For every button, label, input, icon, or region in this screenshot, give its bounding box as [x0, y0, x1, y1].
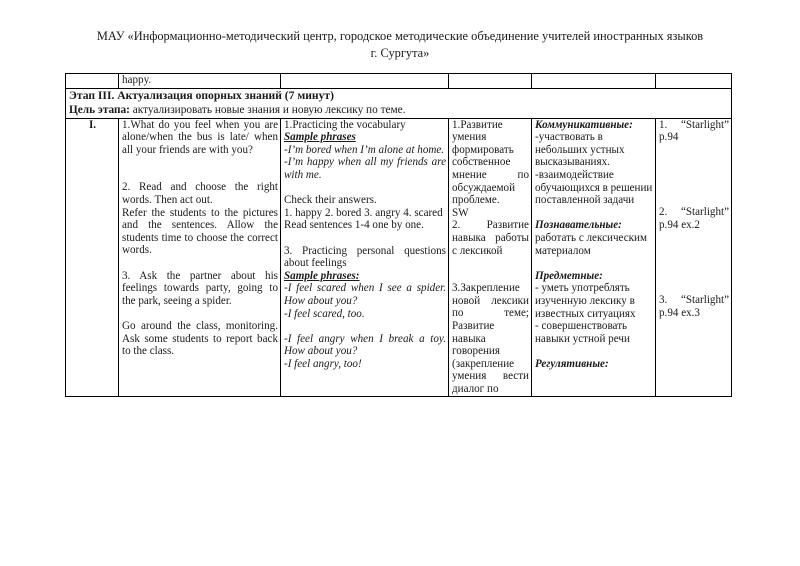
cell-continuation-col6 [656, 74, 732, 89]
student-block-1-phrase-2: -I’m happy when all my friends are with me. [284, 156, 446, 181]
uud-group-3-item-2: - совершенствовать навыки устной речи [535, 320, 630, 345]
spacer [659, 232, 729, 257]
cell-learning-aims [449, 118, 532, 397]
uud-group-2-item-1: работать с лексическим материалом [535, 231, 647, 257]
cell-teacher-activity [119, 118, 281, 397]
spacer [659, 169, 729, 194]
spacer [122, 156, 278, 181]
uud-group-3-label: Предметные: [535, 269, 603, 282]
document-title-line2: г. Сургута» [370, 46, 430, 60]
spacer [284, 320, 446, 333]
document-title [65, 28, 735, 62]
student-block-3-phrase-1: -I feel scared when I see a spider. How about you? [284, 282, 446, 307]
table-row-stage-header [66, 88, 732, 118]
spacer [284, 182, 446, 195]
resource-item-1 [659, 119, 729, 144]
resource-item-3-number: 3. [659, 294, 668, 307]
student-block-3-phrase-3: -I feel angry when I break a toy. How about you? [284, 332, 446, 358]
cell-student-activity [281, 118, 449, 397]
student-block-2-line-3: Read sentences 1-4 one by one. [284, 219, 424, 232]
aims-block-1-tail: SW [452, 206, 469, 219]
aims-block-2: 2. Развитие навыка работы с лексикой [452, 219, 529, 257]
spacer [535, 257, 653, 270]
stage-header-cell [66, 88, 732, 118]
student-block-1-phrase-1: -I’m bored when I’m alone at home. [284, 143, 445, 156]
spacer [535, 207, 653, 220]
uud-group-4-label: Регулятивные: [535, 357, 609, 370]
stage-goal [69, 103, 729, 117]
stage-goal-label: Цель этапа: [69, 103, 130, 116]
lesson-plan-table [65, 73, 732, 397]
cell-resources [656, 118, 732, 397]
resource-item-1-text: “Starlight” p.94 [659, 118, 729, 144]
uud-group-1-label: Коммуникативные: [535, 118, 633, 131]
resource-item-1-number: 1. [659, 118, 668, 131]
spacer [535, 345, 653, 358]
uud-group-1-item-2: -взаимодействие обучающихся в решении поставленной задачи [535, 168, 653, 207]
cell-continuation-col1 [66, 74, 119, 89]
cell-continuation-col2: happy. [119, 74, 281, 89]
aims-block-3: 3.Закрепление новой лексики по теме; Развитие навыка говорения (закрепление умения вести диалог по [452, 282, 529, 395]
cell-continuation-col3 [281, 74, 449, 89]
table-row-continuation [66, 74, 732, 89]
student-block-3-title: 3. Practicing personal questions about feelings [284, 244, 446, 270]
stage-title: Этап III. Актуализация опорных знаний (7 минут) [69, 88, 334, 102]
uud-group-2-label: Познавательные: [535, 219, 622, 232]
resource-item-2-text: “Starlight” p.94 ex.2 [659, 206, 729, 231]
resource-item-3-text: “Starlight” p.94 ex.3 [659, 294, 729, 319]
teacher-block-2-line-2: Refer the students to the pictures and the sentences. Allow the students time to choose the correct words. [122, 206, 278, 257]
student-block-2-line-1: Check their answers. [284, 194, 377, 207]
resource-item-2 [659, 206, 729, 231]
resource-item-2-number: 2. [659, 206, 668, 219]
teacher-block-1: 1.What do you feel when you are alone/when the bus is late/ when all your friends are with you? [122, 118, 278, 156]
spacer [122, 257, 278, 270]
table-row-main [66, 118, 732, 397]
spacer [659, 257, 729, 282]
spacer [659, 282, 729, 295]
document-title-line1: МАУ «Информационно-методический центр, городское методические объединение учителей иностранных языков [96, 29, 704, 43]
student-block-3-phrase-2: -I feel scared, too. [284, 307, 365, 320]
uud-group-3-item-1: - уметь употреблять изученную лексику в известных ситуациях [535, 282, 636, 320]
resource-item-3 [659, 294, 729, 319]
aims-block-1: 1.Развитие умения формировать собственное мнение по обсуждаемой проблеме. [452, 118, 529, 207]
student-block-1-title: 1.Practicing the vocabulary [284, 118, 406, 131]
teacher-block-3-line-1: 3. Ask the partner about his feelings towards party, going to the park, seeing a spider. [122, 269, 278, 307]
teacher-block-3-line-2: Go around the class, monitoring. Ask some students to report back to the class. [122, 319, 278, 358]
stage-goal-text: актуализировать новые знания и новую лексику по теме. [129, 103, 406, 116]
spacer [452, 257, 529, 282]
student-block-2-line-2: 1. happy 2. bored 3. angry 4. scared [284, 206, 443, 219]
spacer [122, 307, 278, 320]
cell-continuation-col5 [532, 74, 656, 89]
teacher-block-2-line-1: 2. Read and choose the right words. Then act out. [122, 181, 278, 206]
spacer [284, 232, 446, 245]
uud-group-1-item-1: -участвовать в небольших устных высказываниях. [535, 131, 625, 169]
student-block-1-sample-label: Sample phrases [284, 131, 356, 144]
spacer [659, 144, 729, 169]
student-block-3-phrase-4: -I feel angry, too! [284, 357, 362, 370]
cell-uud [532, 118, 656, 397]
student-block-3-sample-label: Sample phrases: [284, 269, 360, 282]
cell-stage-marker: I. [66, 118, 119, 397]
spacer [659, 194, 729, 207]
cell-continuation-col4 [449, 74, 532, 89]
